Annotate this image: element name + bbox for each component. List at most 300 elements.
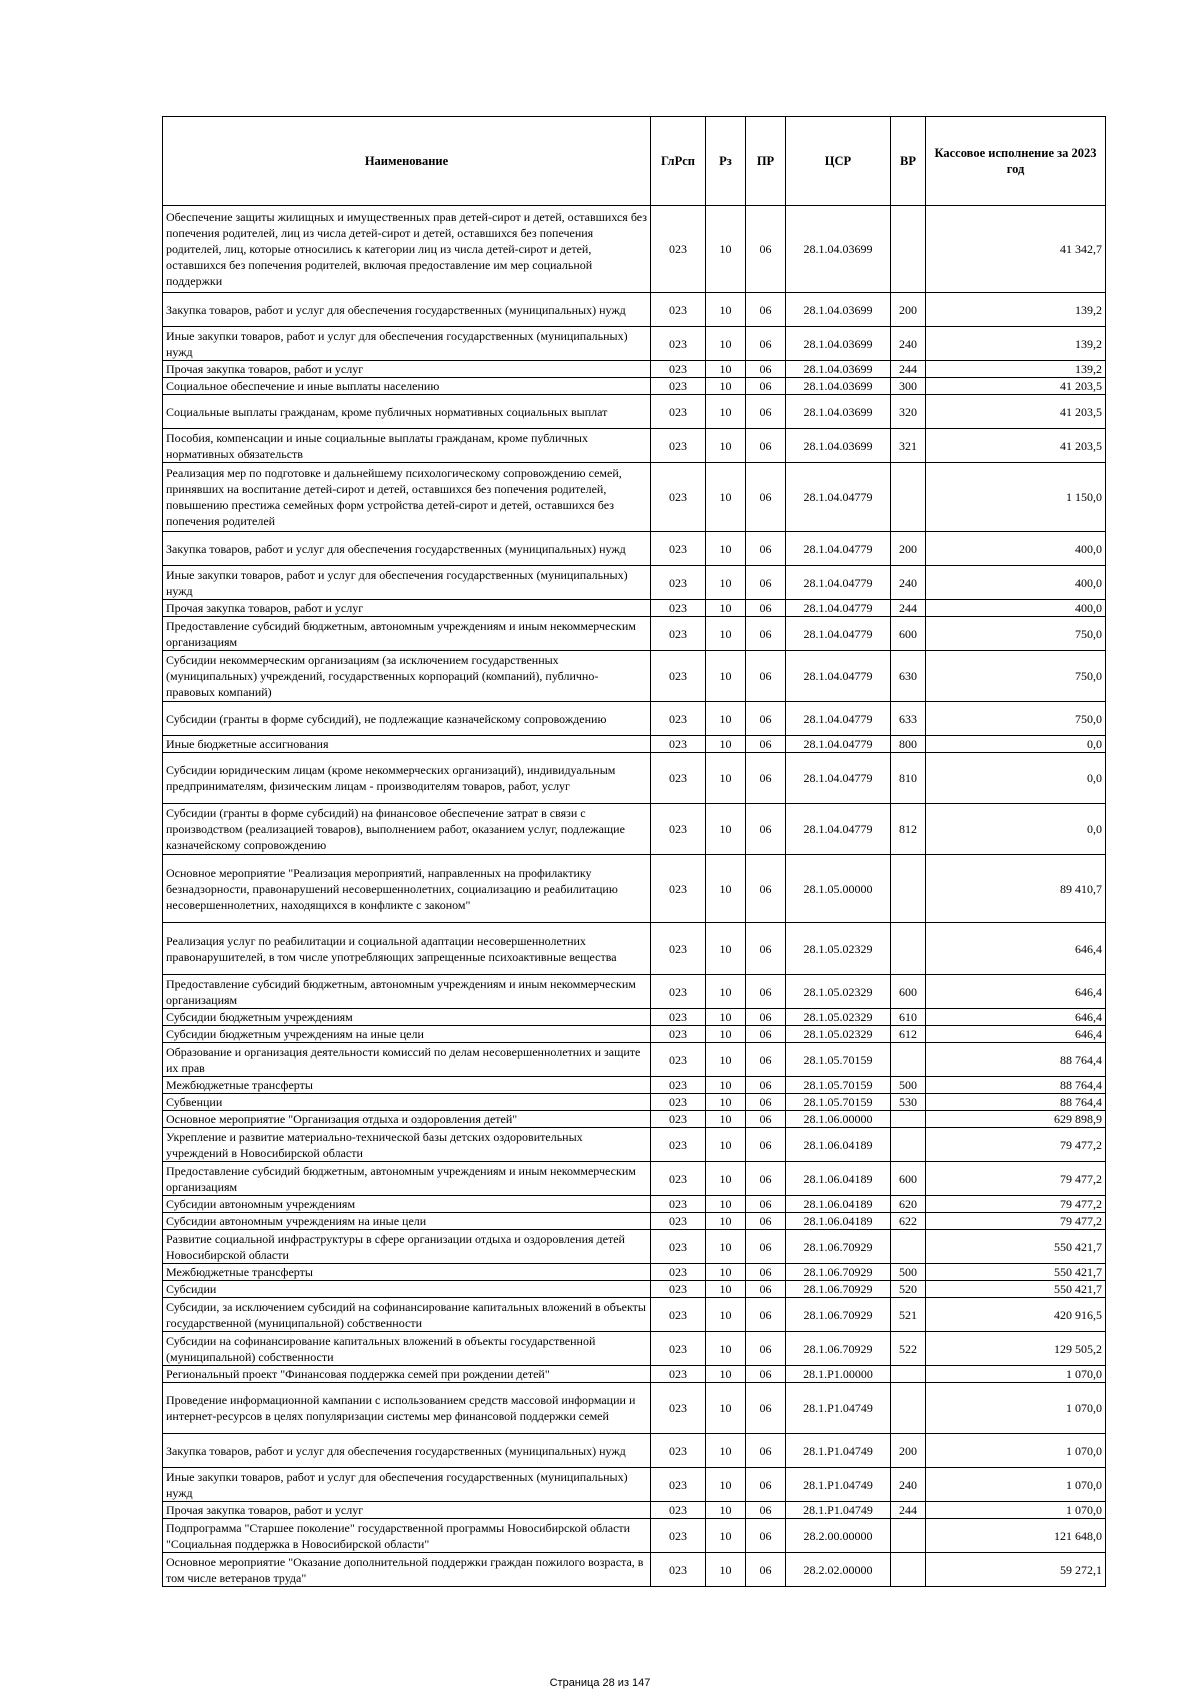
- cell-rz: 10: [706, 736, 746, 753]
- cell-pr: 06: [746, 1502, 786, 1519]
- cell-rz: 10: [706, 1519, 746, 1553]
- cell-glrsp: 023: [651, 1128, 706, 1162]
- cell-vr: 610: [891, 1009, 926, 1026]
- cell-pr: 06: [746, 1230, 786, 1264]
- cell-vr: [891, 1230, 926, 1264]
- cell-amount: 88 764,4: [926, 1094, 1106, 1111]
- cell-rz: 10: [706, 1094, 746, 1111]
- cell-csr: 28.1.Р1.04749: [786, 1502, 891, 1519]
- cell-name: Субсидии: [163, 1281, 651, 1298]
- cell-vr: 200: [891, 293, 926, 327]
- cell-rz: 10: [706, 617, 746, 651]
- page-number: Страница 28 из 147: [549, 1677, 651, 1689]
- cell-pr: 06: [746, 1077, 786, 1094]
- cell-vr: 240: [891, 1468, 926, 1502]
- cell-name: Прочая закупка товаров, работ и услуг: [163, 1502, 651, 1519]
- cell-glrsp: 023: [651, 617, 706, 651]
- table-row: [163, 1043, 1106, 1077]
- cell-csr: 28.1.06.04189: [786, 1128, 891, 1162]
- table-row: [163, 975, 1106, 1009]
- cell-glrsp: 023: [651, 566, 706, 600]
- cell-csr: 28.1.04.03699: [786, 206, 891, 293]
- table-row: [163, 736, 1106, 753]
- cell-vr: [891, 463, 926, 532]
- cell-csr: 28.1.04.04779: [786, 651, 891, 702]
- cell-vr: [891, 855, 926, 923]
- cell-name: Предоставление субсидий бюджетным, автономным учреждениям и иным некоммерческим организациям: [163, 1162, 651, 1196]
- cell-amount: 400,0: [926, 532, 1106, 566]
- cell-name: Субсидии автономным учреждениям: [163, 1196, 651, 1213]
- cell-pr: 06: [746, 463, 786, 532]
- cell-glrsp: 023: [651, 1094, 706, 1111]
- cell-amount: 550 421,7: [926, 1264, 1106, 1281]
- cell-rz: 10: [706, 600, 746, 617]
- cell-csr: 28.1.Р1.00000: [786, 1366, 891, 1383]
- table-row: [163, 532, 1106, 566]
- cell-amount: 646,4: [926, 923, 1106, 975]
- table-row: [163, 361, 1106, 378]
- cell-pr: 06: [746, 429, 786, 463]
- cell-glrsp: 023: [651, 1043, 706, 1077]
- cell-rz: 10: [706, 566, 746, 600]
- cell-glrsp: 023: [651, 1298, 706, 1332]
- cell-name: Пособия, компенсации и иные социальные выплаты гражданам, кроме публичных нормативных обязательств: [163, 429, 651, 463]
- cell-rz: 10: [706, 1230, 746, 1264]
- cell-glrsp: 023: [651, 1383, 706, 1434]
- cell-rz: 10: [706, 1298, 746, 1332]
- budget-execution-table: [162, 116, 1106, 1587]
- cell-csr: 28.1.04.03699: [786, 327, 891, 361]
- cell-name: Основное мероприятие "Оказание дополнительной поддержки граждан пожилого возраста, в том числе ветеранов труда": [163, 1553, 651, 1587]
- cell-name: Иные закупки товаров, работ и услуг для обеспечения государственных (муниципальных) нужд: [163, 1468, 651, 1502]
- cell-pr: 06: [746, 600, 786, 617]
- cell-name: Субсидии юридическим лицам (кроме некоммерческих организаций), индивидуальным предпринимателям, физическим лицам - производителям товаров, работ, услуг: [163, 753, 651, 804]
- cell-glrsp: 023: [651, 651, 706, 702]
- cell-glrsp: 023: [651, 1026, 706, 1043]
- cell-amount: 1 070,0: [926, 1502, 1106, 1519]
- table-row: [163, 1026, 1106, 1043]
- table-row: [163, 1094, 1106, 1111]
- cell-name: Обеспечение защиты жилищных и имущественных прав детей-сирот и детей, оставшихся без попечения родителей, лиц из числа детей-сирот и детей, оставшихся без попечения родителей, лиц, которые относились к категории лиц из числа детей-сирот и детей, оставшихся без попечения родителей, включая предоставление им мер социальной поддержки: [163, 206, 651, 293]
- table-row: [163, 1298, 1106, 1332]
- cell-name: Подпрограмма "Старшее поколение" государственной программы Новосибирской области "Социальная поддержка в Новосибирской области": [163, 1519, 651, 1553]
- cell-csr: 28.1.Р1.04749: [786, 1468, 891, 1502]
- table-row: [163, 600, 1106, 617]
- cell-pr: 06: [746, 1332, 786, 1366]
- cell-csr: 28.2.00.00000: [786, 1519, 891, 1553]
- table-row: [163, 429, 1106, 463]
- cell-name: Закупка товаров, работ и услуг для обеспечения государственных (муниципальных) нужд: [163, 293, 651, 327]
- cell-csr: 28.1.04.04779: [786, 617, 891, 651]
- cell-pr: 06: [746, 617, 786, 651]
- cell-amount: 41 203,5: [926, 429, 1106, 463]
- table-row: [163, 1468, 1106, 1502]
- header-glrsp: ГлРсп: [651, 117, 706, 206]
- cell-rz: 10: [706, 378, 746, 395]
- cell-rz: 10: [706, 1043, 746, 1077]
- cell-name: Реализация услуг по реабилитации и социальной адаптации несовершеннолетних правонарушителей, в том числе употребляющих запрещенные психоактивные вещества: [163, 923, 651, 975]
- cell-pr: 06: [746, 923, 786, 975]
- cell-name: Субсидии бюджетным учреждениям на иные цели: [163, 1026, 651, 1043]
- header-rz: Рз: [706, 117, 746, 206]
- cell-vr: 200: [891, 1434, 926, 1468]
- cell-amount: 79 477,2: [926, 1213, 1106, 1230]
- cell-csr: 28.1.05.02329: [786, 1026, 891, 1043]
- table-row: [163, 206, 1106, 293]
- cell-amount: 1 070,0: [926, 1383, 1106, 1434]
- cell-glrsp: 023: [651, 702, 706, 736]
- cell-amount: 79 477,2: [926, 1196, 1106, 1213]
- table-row: [163, 1009, 1106, 1026]
- cell-glrsp: 023: [651, 1434, 706, 1468]
- cell-rz: 10: [706, 361, 746, 378]
- table-row: [163, 753, 1106, 804]
- cell-csr: 28.1.04.03699: [786, 395, 891, 429]
- table-row: [163, 855, 1106, 923]
- header-csr: ЦСР: [786, 117, 891, 206]
- cell-csr: 28.1.05.02329: [786, 923, 891, 975]
- cell-rz: 10: [706, 1502, 746, 1519]
- cell-glrsp: 023: [651, 1502, 706, 1519]
- cell-pr: 06: [746, 753, 786, 804]
- cell-vr: [891, 923, 926, 975]
- cell-name: Субсидии некоммерческим организациям (за исключением государственных (муниципальных) учреждений, государственных корпораций (компаний), публично-правовых компаний): [163, 651, 651, 702]
- cell-name: Основное мероприятие "Реализация мероприятий, направленных на профилактику безнадзорности, правонарушений несовершеннолетних, социализацию и реабилитацию несовершеннолетних, находящихся в конфликте с законом": [163, 855, 651, 923]
- cell-pr: 06: [746, 1026, 786, 1043]
- cell-glrsp: 023: [651, 293, 706, 327]
- cell-vr: 240: [891, 327, 926, 361]
- cell-vr: 300: [891, 378, 926, 395]
- cell-name: Прочая закупка товаров, работ и услуг: [163, 361, 651, 378]
- cell-pr: 06: [746, 1298, 786, 1332]
- cell-rz: 10: [706, 1281, 746, 1298]
- cell-glrsp: 023: [651, 1230, 706, 1264]
- cell-vr: [891, 1383, 926, 1434]
- cell-glrsp: 023: [651, 1111, 706, 1128]
- cell-vr: 244: [891, 600, 926, 617]
- cell-pr: 06: [746, 1094, 786, 1111]
- cell-pr: 06: [746, 736, 786, 753]
- cell-glrsp: 023: [651, 1553, 706, 1587]
- cell-vr: 321: [891, 429, 926, 463]
- cell-pr: 06: [746, 1366, 786, 1383]
- cell-csr: 28.1.04.04779: [786, 804, 891, 855]
- table-row: [163, 1264, 1106, 1281]
- cell-name: Социальные выплаты гражданам, кроме публичных нормативных социальных выплат: [163, 395, 651, 429]
- cell-vr: 812: [891, 804, 926, 855]
- cell-rz: 10: [706, 1383, 746, 1434]
- table-row: [163, 1077, 1106, 1094]
- cell-name: Субсидии (гранты в форме субсидий), не подлежащие казначейскому сопровождению: [163, 702, 651, 736]
- cell-vr: [891, 206, 926, 293]
- cell-rz: 10: [706, 293, 746, 327]
- cell-name: Региональный проект "Финансовая поддержка семей при рождении детей": [163, 1366, 651, 1383]
- cell-rz: 10: [706, 1332, 746, 1366]
- cell-csr: 28.1.04.04779: [786, 753, 891, 804]
- table-row: [163, 1383, 1106, 1434]
- cell-amount: 750,0: [926, 651, 1106, 702]
- cell-amount: 89 410,7: [926, 855, 1106, 923]
- cell-csr: 28.1.04.04779: [786, 600, 891, 617]
- cell-name: Субвенции: [163, 1094, 651, 1111]
- cell-rz: 10: [706, 463, 746, 532]
- cell-vr: [891, 1043, 926, 1077]
- cell-amount: 139,2: [926, 293, 1106, 327]
- cell-amount: 41 203,5: [926, 378, 1106, 395]
- cell-name: Реализация мер по подготовке и дальнейшему психологическому сопровождению семей, принявших на воспитание детей-сирот и детей, оставшихся без попечения родителей, повышению престижа семейных форм устройства детей-сирот и детей, оставшихся без попечения родителей: [163, 463, 651, 532]
- cell-pr: 06: [746, 1043, 786, 1077]
- cell-pr: 06: [746, 975, 786, 1009]
- cell-glrsp: 023: [651, 1162, 706, 1196]
- table-row: [163, 378, 1106, 395]
- cell-csr: 28.1.06.70929: [786, 1298, 891, 1332]
- table-row: [163, 463, 1106, 532]
- cell-vr: 630: [891, 651, 926, 702]
- cell-csr: 28.1.06.04189: [786, 1196, 891, 1213]
- cell-vr: 600: [891, 1162, 926, 1196]
- cell-glrsp: 023: [651, 1281, 706, 1298]
- cell-pr: 06: [746, 1196, 786, 1213]
- cell-csr: 28.1.06.70929: [786, 1264, 891, 1281]
- cell-csr: 28.1.05.70159: [786, 1043, 891, 1077]
- cell-amount: 1 070,0: [926, 1434, 1106, 1468]
- cell-csr: 28.1.05.00000: [786, 855, 891, 923]
- cell-pr: 06: [746, 804, 786, 855]
- table-row: [163, 702, 1106, 736]
- cell-name: Межбюджетные трансферты: [163, 1264, 651, 1281]
- cell-name: Предоставление субсидий бюджетным, автономным учреждениям и иным некоммерческим организациям: [163, 975, 651, 1009]
- cell-csr: 28.1.06.04189: [786, 1162, 891, 1196]
- cell-pr: 06: [746, 1111, 786, 1128]
- cell-rz: 10: [706, 1128, 746, 1162]
- cell-csr: 28.1.Р1.04749: [786, 1383, 891, 1434]
- table-row: [163, 1230, 1106, 1264]
- table-row: [163, 617, 1106, 651]
- cell-rz: 10: [706, 206, 746, 293]
- cell-amount: 400,0: [926, 600, 1106, 617]
- cell-rz: 10: [706, 1264, 746, 1281]
- cell-vr: 240: [891, 566, 926, 600]
- table-row: [163, 1553, 1106, 1587]
- cell-name: Межбюджетные трансферты: [163, 1077, 651, 1094]
- table-row: [163, 923, 1106, 975]
- header-pr: ПР: [746, 117, 786, 206]
- cell-csr: 28.2.02.00000: [786, 1553, 891, 1587]
- cell-csr: 28.1.04.03699: [786, 378, 891, 395]
- cell-amount: 139,2: [926, 327, 1106, 361]
- cell-amount: 646,4: [926, 1026, 1106, 1043]
- cell-name: Субсидии автономным учреждениям на иные цели: [163, 1213, 651, 1230]
- cell-name: Субсидии (гранты в форме субсидий) на финансовое обеспечение затрат в связи с производством (реализацией товаров), выполнением работ, оказанием услуг, подлежащие казначейскому сопровождению: [163, 804, 651, 855]
- cell-csr: 28.1.04.04779: [786, 532, 891, 566]
- cell-amount: 0,0: [926, 753, 1106, 804]
- cell-name: Иные закупки товаров, работ и услуг для обеспечения государственных (муниципальных) нужд: [163, 327, 651, 361]
- cell-pr: 06: [746, 1128, 786, 1162]
- cell-rz: 10: [706, 651, 746, 702]
- cell-amount: 59 272,1: [926, 1553, 1106, 1587]
- cell-name: Иные бюджетные ассигнования: [163, 736, 651, 753]
- cell-pr: 06: [746, 327, 786, 361]
- cell-rz: 10: [706, 1213, 746, 1230]
- table-row: [163, 1332, 1106, 1366]
- cell-amount: 420 916,5: [926, 1298, 1106, 1332]
- table-row: [163, 293, 1106, 327]
- cell-csr: 28.1.04.03699: [786, 293, 891, 327]
- cell-amount: 129 505,2: [926, 1332, 1106, 1366]
- cell-glrsp: 023: [651, 1213, 706, 1230]
- cell-glrsp: 023: [651, 1366, 706, 1383]
- cell-rz: 10: [706, 1111, 746, 1128]
- cell-rz: 10: [706, 1026, 746, 1043]
- cell-name: Развитие социальной инфраструктуры в сфере организации отдыха и оздоровления детей Новосибирской области: [163, 1230, 651, 1264]
- cell-amount: 79 477,2: [926, 1128, 1106, 1162]
- cell-glrsp: 023: [651, 378, 706, 395]
- cell-pr: 06: [746, 1213, 786, 1230]
- cell-pr: 06: [746, 1468, 786, 1502]
- cell-rz: 10: [706, 532, 746, 566]
- cell-amount: 646,4: [926, 1009, 1106, 1026]
- cell-glrsp: 023: [651, 463, 706, 532]
- cell-amount: 88 764,4: [926, 1077, 1106, 1094]
- cell-csr: 28.1.04.03699: [786, 429, 891, 463]
- cell-vr: 520: [891, 1281, 926, 1298]
- cell-vr: 620: [891, 1196, 926, 1213]
- header-name: Наименование: [163, 117, 651, 206]
- cell-amount: 88 764,4: [926, 1043, 1106, 1077]
- cell-pr: 06: [746, 1264, 786, 1281]
- cell-csr: 28.1.Р1.04749: [786, 1434, 891, 1468]
- cell-name: Проведение информационной кампании с использованием средств массовой информации и интернет-ресурсов в целях популяризации системы мер финансовой поддержки семей: [163, 1383, 651, 1434]
- cell-vr: 521: [891, 1298, 926, 1332]
- cell-rz: 10: [706, 702, 746, 736]
- table-row: [163, 1111, 1106, 1128]
- cell-vr: 633: [891, 702, 926, 736]
- cell-vr: 244: [891, 1502, 926, 1519]
- cell-amount: 121 648,0: [926, 1519, 1106, 1553]
- cell-glrsp: 023: [651, 804, 706, 855]
- cell-amount: 139,2: [926, 361, 1106, 378]
- cell-rz: 10: [706, 327, 746, 361]
- cell-pr: 06: [746, 566, 786, 600]
- cell-vr: 522: [891, 1332, 926, 1366]
- cell-vr: 612: [891, 1026, 926, 1043]
- cell-pr: 06: [746, 293, 786, 327]
- cell-name: Иные закупки товаров, работ и услуг для обеспечения государственных (муниципальных) нужд: [163, 566, 651, 600]
- cell-amount: 550 421,7: [926, 1281, 1106, 1298]
- table-row: [163, 1502, 1106, 1519]
- cell-vr: [891, 1366, 926, 1383]
- table-row: [163, 395, 1106, 429]
- cell-vr: [891, 1519, 926, 1553]
- cell-rz: 10: [706, 1553, 746, 1587]
- cell-rz: 10: [706, 923, 746, 975]
- header-vr: ВР: [891, 117, 926, 206]
- cell-rz: 10: [706, 855, 746, 923]
- cell-rz: 10: [706, 753, 746, 804]
- cell-rz: 10: [706, 975, 746, 1009]
- cell-pr: 06: [746, 1553, 786, 1587]
- cell-glrsp: 023: [651, 361, 706, 378]
- cell-vr: 500: [891, 1077, 926, 1094]
- table-row: [163, 1281, 1106, 1298]
- cell-pr: 06: [746, 1009, 786, 1026]
- cell-amount: 400,0: [926, 566, 1106, 600]
- cell-pr: 06: [746, 206, 786, 293]
- table-row: [163, 1366, 1106, 1383]
- cell-pr: 06: [746, 855, 786, 923]
- cell-glrsp: 023: [651, 206, 706, 293]
- cell-amount: 629 898,9: [926, 1111, 1106, 1128]
- cell-csr: 28.1.06.70929: [786, 1281, 891, 1298]
- cell-csr: 28.1.04.03699: [786, 361, 891, 378]
- cell-glrsp: 023: [651, 1077, 706, 1094]
- cell-csr: 28.1.04.04779: [786, 702, 891, 736]
- cell-amount: 0,0: [926, 736, 1106, 753]
- cell-amount: 0,0: [926, 804, 1106, 855]
- cell-vr: 320: [891, 395, 926, 429]
- cell-amount: 41 342,7: [926, 206, 1106, 293]
- cell-amount: 646,4: [926, 975, 1106, 1009]
- cell-csr: 28.1.04.04779: [786, 736, 891, 753]
- cell-name: Образование и организация деятельности комиссий по делам несовершеннолетних и защите их прав: [163, 1043, 651, 1077]
- cell-csr: 28.1.06.00000: [786, 1111, 891, 1128]
- cell-pr: 06: [746, 532, 786, 566]
- table-row: [163, 1213, 1106, 1230]
- cell-rz: 10: [706, 395, 746, 429]
- cell-rz: 10: [706, 1196, 746, 1213]
- cell-csr: 28.1.05.70159: [786, 1094, 891, 1111]
- cell-glrsp: 023: [651, 736, 706, 753]
- cell-amount: 79 477,2: [926, 1162, 1106, 1196]
- cell-rz: 10: [706, 1077, 746, 1094]
- cell-rz: 10: [706, 1009, 746, 1026]
- table-row: [163, 1434, 1106, 1468]
- cell-glrsp: 023: [651, 975, 706, 1009]
- cell-rz: 10: [706, 1434, 746, 1468]
- cell-pr: 06: [746, 1434, 786, 1468]
- cell-amount: 1 070,0: [926, 1366, 1106, 1383]
- cell-vr: [891, 1128, 926, 1162]
- cell-amount: 41 203,5: [926, 395, 1106, 429]
- cell-vr: [891, 1111, 926, 1128]
- cell-name: Субсидии бюджетным учреждениям: [163, 1009, 651, 1026]
- cell-name: Субсидии, за исключением субсидий на софинансирование капитальных вложений в объекты государственной (муниципальной) собственности: [163, 1298, 651, 1332]
- cell-pr: 06: [746, 1281, 786, 1298]
- cell-glrsp: 023: [651, 1009, 706, 1026]
- cell-csr: 28.1.06.04189: [786, 1213, 891, 1230]
- cell-glrsp: 023: [651, 1332, 706, 1366]
- cell-pr: 06: [746, 1519, 786, 1553]
- cell-name: Закупка товаров, работ и услуг для обеспечения государственных (муниципальных) нужд: [163, 1434, 651, 1468]
- cell-amount: 1 070,0: [926, 1468, 1106, 1502]
- cell-csr: 28.1.04.04779: [786, 463, 891, 532]
- cell-name: Прочая закупка товаров, работ и услуг: [163, 600, 651, 617]
- header-amount: Кассовое исполнение за 2023 год: [926, 117, 1106, 206]
- table-header-row: [163, 117, 1106, 206]
- table-row: [163, 804, 1106, 855]
- cell-pr: 06: [746, 702, 786, 736]
- cell-glrsp: 023: [651, 395, 706, 429]
- cell-glrsp: 023: [651, 855, 706, 923]
- cell-glrsp: 023: [651, 600, 706, 617]
- cell-csr: 28.1.06.70929: [786, 1230, 891, 1264]
- table-row: [163, 1519, 1106, 1553]
- cell-name: Основное мероприятие "Организация отдыха и оздоровления детей": [163, 1111, 651, 1128]
- cell-rz: 10: [706, 804, 746, 855]
- cell-vr: 800: [891, 736, 926, 753]
- cell-pr: 06: [746, 1383, 786, 1434]
- cell-glrsp: 023: [651, 327, 706, 361]
